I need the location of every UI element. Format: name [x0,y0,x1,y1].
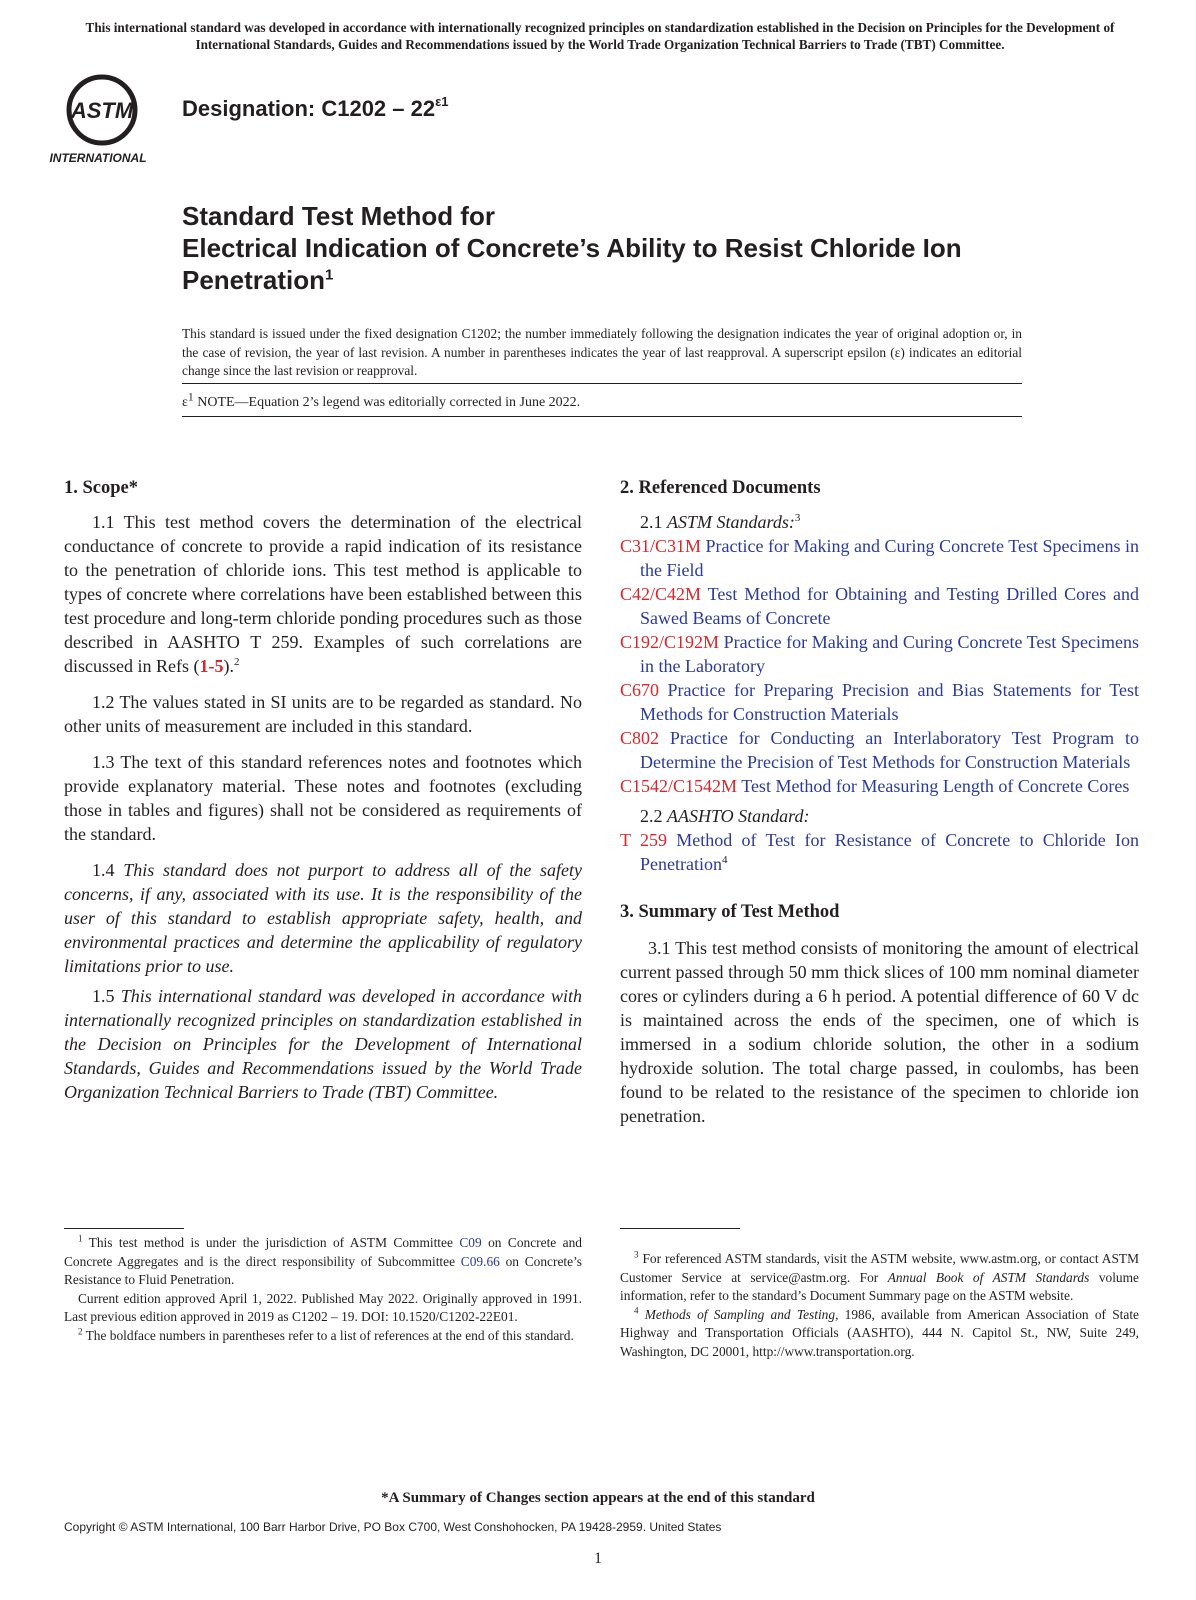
left-column [64,476,582,1104]
scope-1-1: 1.1 This test method covers the determination of the electrical conductance of concrete to provide a rapid indication of its resistance to the penetration of chloride ions. This test method is applicable to types of concrete where correlations have been established between this test procedure and long-term chloride ponding procedures such as those described in AASHTO T 259. Examples of such correlations are discussed in Refs (1-5).$^2$ [64,512,582,676]
ref-item[interactable]: C802 Practice for Conducting an Interlaboratory Test Program to Determine the Precision of Test Methods for Construction Materials [620,728,1139,772]
astm-standards-label: 2.1 ASTM Standards:$^3$ [640,512,801,532]
top-notice: This international standard was developed in accordance with internationally recognized principles on standardization established in the Decision on Principles for the Development of International Standards, Guides and Recommendations issued by the World Trade Organization Technical Barriers to Trade (TBT) Committee. [85,20,1115,52]
epsilon-note: $\varepsilon^1$ NOTE—Equation 2’s legend was editorially corrected in June 2022. [182,390,581,410]
astm-logo [49,72,174,168]
scope-1-2: 1.2 The values stated in SI units are to be regarded as standard. No other units of measurement are included in this standard. [64,692,582,736]
summary-of-changes-note: *A Summary of Changes section appears at the end of this standard [381,1490,815,1506]
svg-text:ASTM: ASTM [70,98,134,123]
scope-1-3: 1.3 The text of this standard references notes and footnotes which provide explanatory material. These notes and footnotes (excluding those in tables and figures) shall not be considered as requirements of the standard. [64,752,582,844]
logo-subtitle: INTERNATIONAL [49,151,147,165]
issue-note: This standard is issued under the fixed designation C1202; the number immediately following the designation indicates the year of original adoption or, in the case of revision, the year of last revision. A number in parentheses indicates the year of last reapproval. A superscript epsilon (ε) indicates an editorial change since the last revision or reapproval. [182,326,1022,378]
title-footnote-mark: 1 [325,266,334,284]
page-number: 1 [594,1550,602,1567]
ref-item[interactable]: C192/C192M Practice for Making and Curing Concrete Test Specimens in the Laboratory [620,632,1139,676]
footnotes-right [620,1250,1139,1361]
footnote-4: $^4$ Methods of Sampling and Testing, 1986, available from American Association of State Highway and Transportation Officials (AASHTO), 444 N. Capitol St., NW, Suite 249, Washington, DC 20001, http://www.transportation.org. [620,1305,1139,1359]
scope-1-5: 1.5 This international standard was developed in accordance with internationally recognized principles on standardization established in the Decision on Principles for the Development of International Standards, Guides and Recommendations issued by the World Trade Organization Technical Barriers to Trade (TBT) Committee. [64,986,582,1102]
aashto-standard-label: 2.2 AASHTO Standard: [640,806,810,826]
ref-item[interactable]: C31/C31M Practice for Making and Curing Concrete Test Specimens in the Field [620,536,1139,580]
right-column [620,476,1139,1128]
section-heading-scope: 1. Scope* [64,478,138,498]
ref-item[interactable]: C1542/C1542M Test Method for Measuring Length of Concrete Cores [620,776,1130,796]
footnote-divider [620,1228,740,1229]
designation [182,93,449,122]
footnote-2: $^2$ The boldface numbers in parentheses refer to a list of references at the end of this standard. [78,1326,574,1343]
section-heading-referenced-documents: 2. Referenced Documents [620,478,821,498]
committee-link[interactable]: C09 [459,1235,482,1250]
ref-item[interactable]: C670 Practice for Preparing Precision and Bias Statements for Test Methods for Construction Materials [620,680,1139,724]
footnote-1-edition: Current edition approved April 1, 2022. Published May 2022. Originally approved in 1991. Last previous edition approved in 2019 as C1202 – 19. DOI: 10.1520/C1202-22E01. [64,1290,582,1324]
copyright: Copyright © ASTM International, 100 Barr Harbor Drive, PO Box C700, West Conshohocken, PA 19428-2959. United States [64,1520,722,1534]
footnote-1: $^1$ This test method is under the jurisdiction of ASTM Committee C09 on Concrete and Concrete Aggregates and is the direct responsibility of Subcommittee C09.66 on Concrete’s Resistance to Fluid Penetration. [64,1233,583,1287]
document-title [182,200,1042,296]
footnotes-left [64,1234,582,1345]
section-heading-summary: 3. Summary of Test Method [620,902,840,922]
summary-3-1: 3.1 This test method consists of monitoring the amount of electrical current passed through 50 mm thick slices of 100 mm nominal diameter cores or cylinders during a 6 h period. A potential difference of 60 V dc is maintained across the ends of the specimen, one of which is immersed in a sodium chloride solution, the other in a sodium hydroxide solution. The total charge passed, in coulombs, has been found to be related to the resistance of the specimen to chloride ion penetration. [620,938,1139,1126]
designation-label: Designation: C1202 – 22 [182,96,436,121]
footnote-3: $^3$ For referenced ASTM standards, visit the ASTM website, www.astm.org, or contact ASTM Customer Service at service@astm.org. For Annual Book of ASTM Standards volume information, refer to the standard’s Document Summary page on the ASTM website. [620,1249,1139,1303]
divider [182,416,1022,417]
divider [182,383,1022,384]
subcommittee-link[interactable]: C09.66 [460,1253,500,1269]
footnote-divider [64,1228,184,1229]
ref-item-aashto[interactable]: T 259 Method of Test for Resistance of Concrete to Chloride Ion Penetration$^4$ [620,830,1140,874]
designation-sup: ε1 [435,93,449,109]
refs-link[interactable]: 1-5 [199,656,224,676]
title-line2: Electrical Indication of Concrete’s Ability to Resist Chloride Ion Penetration$^1$ [182,233,962,295]
title-line1: Standard Test Method for [182,201,495,231]
ref-item[interactable]: C42/C42M Test Method for Obtaining and Testing Drilled Cores and Sawed Beams of Concrete [620,584,1139,628]
scope-1-4: 1.4 This standard does not purport to address all of the safety concerns, if any, associated with its use. It is the responsibility of the user of this standard to establish appropriate safety, health, and environmental practices and determine the applicability of regulatory limitations prior to use. [64,860,583,976]
